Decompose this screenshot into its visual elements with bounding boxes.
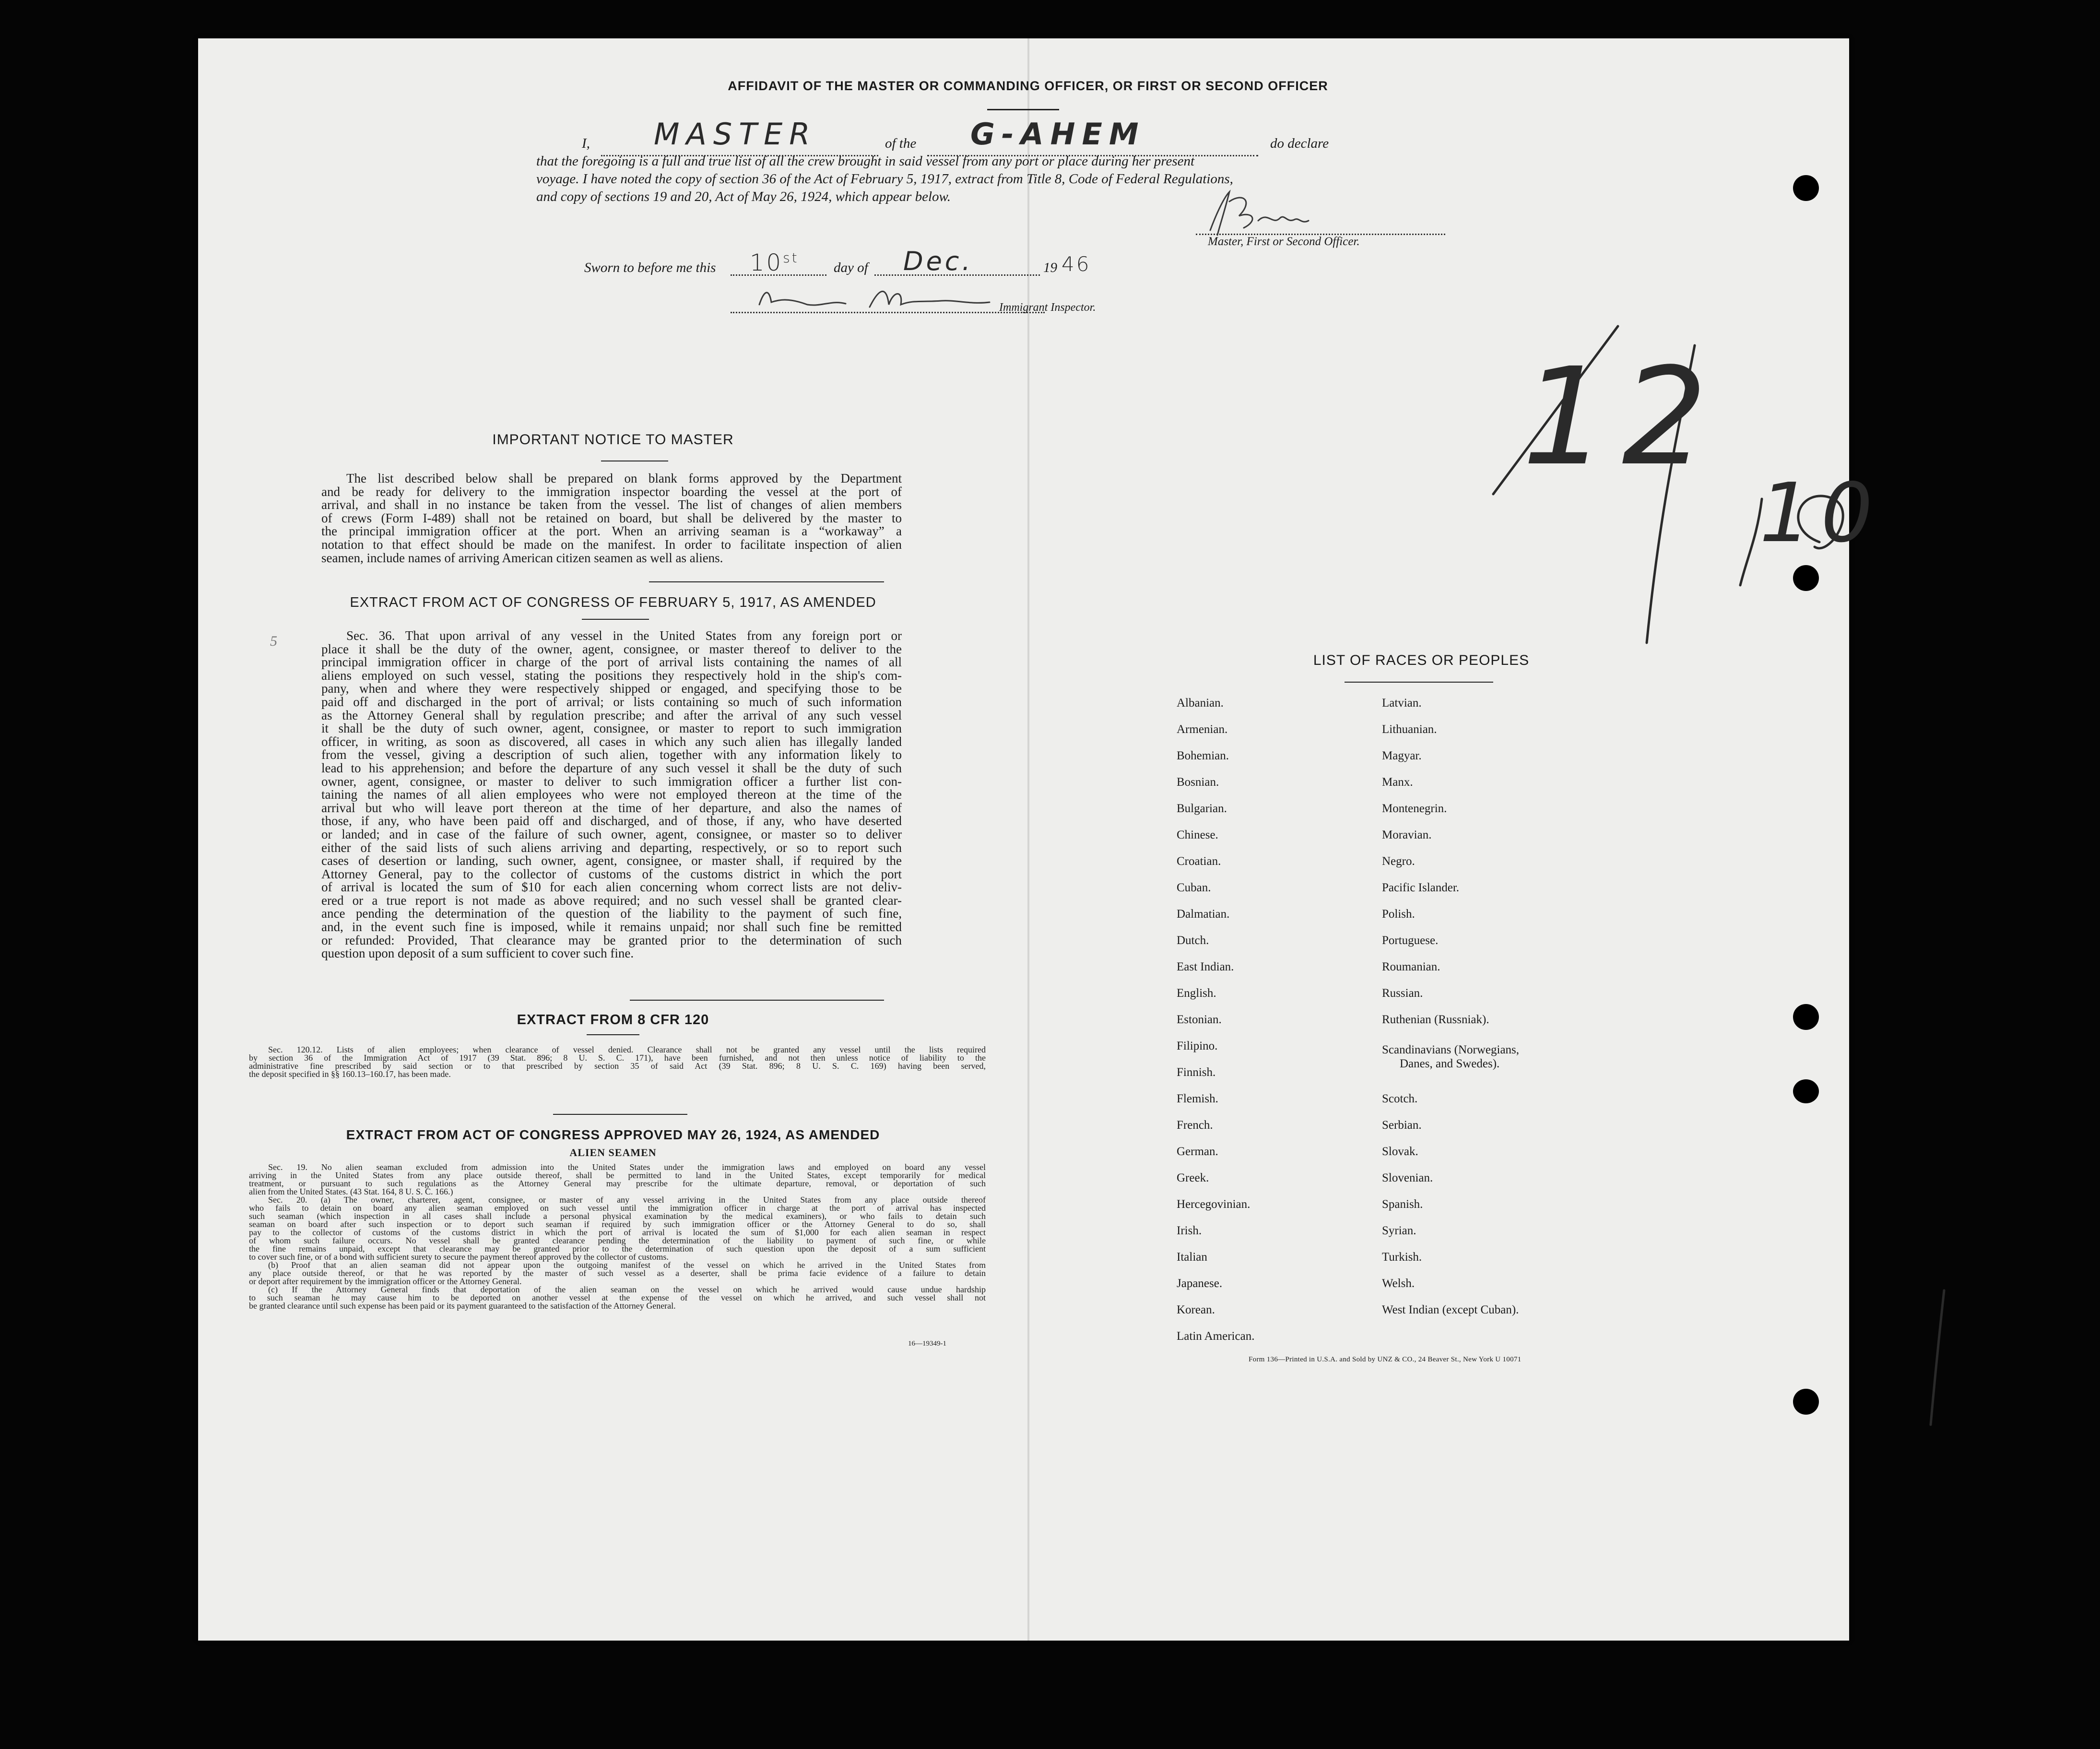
race-item: Albanian. [1177,697,1224,709]
sec20c-line: to such seaman he may cause him to be deported on another vessel at the expense of the vessel on which he arrived, and such vessel shall not [249,1293,986,1302]
sec36-line: pany, when and where they were respectively shipped or engaged, and specifying those to be [321,681,902,696]
race-item: Filipino. [1177,1040,1218,1052]
sec19-line: Sec. 19. No alien seaman excluded from admission into the United States under the immigration laws and employed on board any vessel [268,1162,986,1172]
notice-line: arrival, and shall in no instance be taken from the vessel. The list of changes of alien members [321,497,902,512]
sec19-line: arriving in the United States from any place outside thereof, shall be permitted to land in the United States, except temporarily for medical [249,1170,986,1180]
race-item: Flemish. [1177,1092,1218,1105]
race-item: Armenian. [1177,723,1228,736]
race-item: Pacific Islander. [1382,881,1460,894]
race-item: Italian [1177,1251,1207,1264]
divider [582,619,649,620]
sec36-line: Sec. 36. That upon arrival of any vessel in the United States from any foreign port or [346,628,902,643]
race-item: Lithuanian. [1382,723,1437,736]
do-declare-label: do declare [1270,136,1329,151]
extract-1917-body [321,629,902,960]
race-item: Estonian. [1177,1013,1222,1026]
year-prefix: 19 [1043,260,1057,275]
extract-cfr-title: EXTRACT FROM 8 CFR 120 [517,1012,709,1028]
cfr-line: the deposit specified in §§ 160.13–160.17, has been made. [249,1069,451,1079]
sec20-line: who fails to detain on board any alien seaman employed on such vessel until the immigration officer in charge at the port of arrival has inspected [249,1203,986,1213]
sec20-line: to cover such fine, or of a bond with sufficient surety to secure the payment thereof approved by the collector of customs. [249,1252,669,1262]
i-label: I, [582,136,590,151]
race-item: French. [1177,1119,1213,1132]
sec20-line: pay to the collector of customs of the customs district in which the port of arrival is located the sum of $1,000 for each alien seaman in respect [249,1228,986,1237]
extract-1917-title: EXTRACT FROM ACT OF CONGRESS OF FEBRUARY 5, 1917, AS AMENDED [350,595,876,610]
sec20b-line: (b) Proof that an alien seaman did not appear upon the outgoing manifest of the vessel on which he arrived in the United States from [268,1260,986,1270]
sec36-line: owner, agent, consignee, or master to deliver to such immigration officer a further list con- [321,774,902,789]
extract-1924-subtitle: ALIEN SEAMEN [569,1146,657,1158]
race-item: Slovak. [1382,1145,1418,1158]
race-item: Irish. [1177,1224,1202,1237]
race-item: Turkish. [1382,1251,1422,1264]
binder-hole [1793,1079,1819,1103]
sec19-line: treatment, or pursuant to such regulations as the Attorney General may prescribe for the ultimate departure, removal, or deportation of such [249,1179,986,1188]
race-item: Negro. [1382,855,1415,868]
race-item: Montenegrin. [1382,802,1447,815]
notice-body [321,472,902,565]
sec20b-line: or deport after requirement by the immigration officer or the Attorney General. [249,1276,522,1286]
sec19-line: alien from the United States. (43 Stat. 164, 8 U. S. C. 166.) [249,1187,453,1196]
sworn-day-suffix: st [783,250,799,266]
sec20-line: such seaman (which inspection in all cases shall include a personal physical examination by the medical examiners), or who fails to detain such [249,1211,986,1221]
sec36-line: lead to his apprehension; and before the departure of any such vessel it shall be the duty of such [321,760,902,775]
sec20c-line: (c) If the Attorney General finds that deportation of the alien seaman on the vessel on which he arrived would cause undue hardship [268,1285,986,1294]
vessel-handwritten: G-AHEM [970,117,1145,152]
margin-mark: 5 [270,633,277,649]
of-the-label: of the [885,136,917,151]
race-item: Welsh. [1382,1277,1415,1290]
extract-1924-body [249,1163,986,1310]
race-item: West Indian (except Cuban). [1382,1303,1519,1316]
sworn-label: Sworn to before me this [584,260,716,275]
race-item: Dalmatian. [1177,908,1230,921]
sec20-line: Sec. 20. (a) The owner, charterer, agent, consignee, or master of any vessel arriving in the United States from any place outside thereof [268,1195,986,1205]
sec36-line: or landed; and in case of the failure of such owner, agent, consignee, or master so to deliver [321,827,902,841]
sec36-line: cases of desertion or landing, such owner, agent, consignee, or master shall, if required by the [321,853,902,868]
races-title: LIST OF RACES OR PEOPLES [1313,652,1530,668]
race-item: Russian. [1382,987,1423,1000]
sec36-line: ance pending the determination of the question of the liability to the payment of such fine, [321,906,902,921]
race-item-continued: Danes, and Swedes). [1400,1057,1500,1070]
cfr-line: by section 36 of the Immigration Act of 1917 (39 Stat. 896; 8 U. S. C. 171), have been furnished, and not then unless notice of liability to the [249,1053,986,1063]
sec20-line: seaman on board after such inspection or to deport such seaman if required by such immigration officer or the Attorney General to do so, shall [249,1219,986,1229]
sec36-line: ered or a true report is not made as above required; and no such vessel shall be granted clear- [321,893,902,908]
race-item: Bulgarian. [1177,802,1227,815]
race-item: Bohemian. [1177,749,1229,762]
race-item: German. [1177,1145,1218,1158]
binder-hole [1793,1004,1819,1030]
divider [649,581,884,582]
extract-cfr-body [249,1046,986,1078]
sec36-line: as the Attorney General shall by regulation prescribe; and after the arrival of any such vessel [321,708,902,722]
race-item: Cuban. [1177,881,1211,894]
sec36-line: those, if any, who have been paid off and discharged, and of those, if any, who have deserted [321,814,902,828]
race-item: Dutch. [1177,934,1209,947]
race-item: Roumanian. [1382,960,1440,973]
notice-line: of crews (Form I-489) shall not be retained on board, but shall be delivered by the master to [321,510,902,525]
sec20-line: of whom such failure occurs. No vessel shall be granted clearance pending the determination of the liability to payment of such fine, or while [249,1236,986,1245]
name-handwritten: MASTER [654,117,817,152]
race-item: Korean. [1177,1303,1215,1316]
divider [1345,682,1493,683]
divider [630,1000,884,1001]
race-item: Bosnian. [1177,776,1219,789]
notice-line: seamen, include names of arriving American citizen seamen as well as aliens. [321,550,723,565]
inspector-signature [750,281,1038,314]
race-item: Syrian. [1382,1224,1416,1237]
affidavit-title: AFFIDAVIT OF THE MASTER OR COMMANDING OFFICER, OR FIRST OR SECOND OFFICER [728,79,1328,93]
affidavit-text-1: that the foregoing is a full and true list of all the crew brought in said vessel from any port or place during her present [536,154,1195,169]
race-item: Portuguese. [1382,934,1439,947]
race-item: Serbian. [1382,1119,1422,1132]
center-fold [1027,38,1029,1641]
race-item: Ruthenian (Russniak). [1382,1013,1489,1026]
sec36-line: of arrival is located the sum of $10 for each alien concerning whom correct lists are not deliv- [321,880,902,895]
race-item: Scotch. [1382,1092,1418,1105]
sec20c-line: be granted clearance until such expense has been paid or its payment guaranteed to the satisfaction of the Attorney General. [249,1301,676,1311]
race-item: Croatian. [1177,855,1221,868]
sec36-line: question upon deposit of a sum sufficient to cover such fine. [321,946,634,961]
divider [553,1114,687,1115]
race-item: Magyar. [1382,749,1422,762]
race-item: Hercegovinian. [1177,1198,1251,1211]
race-item: English. [1177,987,1216,1000]
day-of-label: day of [834,260,868,275]
notice-title: IMPORTANT NOTICE TO MASTER [492,432,734,448]
extract-1924-title: EXTRACT FROM ACT OF CONGRESS APPROVED MAY 26, 1924, AS AMENDED [346,1127,880,1142]
sec36-line: either of the said lists of such aliens arriving and departing, respectively, or so to report such [321,840,902,855]
sec36-line: arrival but who will leave port thereon at the time of her departure, and also the names of [321,800,902,815]
binder-hole [1793,175,1819,201]
inspector-label: Immigrant Inspector. [999,301,1096,314]
notice-line: and be ready for delivery to the immigration inspector boarding the vessel at the port of [321,484,902,499]
race-item: Latvian. [1382,697,1422,709]
sec36-line: it shall be the duty of such owner, agent, consignee, or master to report to such immigration [321,721,902,736]
race-item: Japanese. [1177,1277,1223,1290]
cfr-line: administrative fine prescribed by said section or to that prescribed by section 35 of said Act (39 Stat. 896; 8 U. S. C. 169) having been served, [249,1061,986,1071]
sec20b-line: any place outside thereof, or that he was reported by the master of such vessel as a deserter, shall be prima facie evidence of a failure to detain [249,1268,986,1278]
notice-line: The list described below shall be prepared on blank forms approved by the Department [346,471,902,485]
sworn-day-number: 10 [750,249,783,276]
signature-label: Master, First or Second Officer. [1208,235,1360,248]
race-item: East Indian. [1177,960,1234,973]
year-handwritten: 46 [1062,252,1091,276]
form-footer: Form 136—Printed in U.S.A. and Sold by UNZ & CO., 24 Beaver St., New York U 10071 [1249,1356,1522,1363]
race-item: Greek. [1177,1171,1209,1184]
race-item: Spanish. [1382,1198,1423,1211]
race-item: Finnish. [1177,1066,1216,1079]
binder-hole [1793,565,1819,591]
annotation-left-number: 12 [1522,339,1722,496]
sec36-line: principal immigration officer in charge of the port of arrival lists containing the names of all [321,655,902,670]
affidavit-text-3: and copy of sections 19 and 20, Act of May 26, 1924, which appear below. [536,189,951,204]
document-page [198,38,1883,1641]
notice-line: the principal immigration officer at the port. When an arriving seaman is a “workaway” a [321,524,902,539]
race-item: Latin American. [1177,1330,1255,1343]
sec36-line: officer, in writing, as soon as discovered, all cases in which any such alien has illegally landed [321,734,902,749]
race-item: Scandinavians (Norwegians, [1382,1043,1520,1056]
sec36-line: and, in the event such fine is imposed, while it remains unpaid; nor shall such fine be remitted [321,920,902,934]
annotation-right-number: 10 [1759,466,1883,561]
sworn-day [750,249,799,276]
sec36-line: Attorney General, pay to the collector of customs of the customs district in which the port [321,866,902,881]
notice-line: notation to that effect should be made on the manifest. In order to facilitate inspection of alien [321,537,902,552]
sec36-line: aliens employed on such vessel, stating the positions they respectively hold in the ship's com- [321,668,902,683]
race-item: Slovenian. [1382,1171,1433,1184]
binder-hole [1793,1389,1819,1415]
sec36-line: paid off and discharged in the port of arrival; or lists containing so much of such information [321,694,902,709]
form-code: 16—19349-1 [908,1340,946,1347]
sec36-line: from the vessel, giving a description of such alien, together with any information likely to [321,747,902,762]
race-item: Manx. [1382,776,1413,789]
sec36-line: taining the names of all alien employees who were not employed thereon at the time of the [321,787,902,802]
cfr-line: Sec. 120.12. Lists of alien employees; when clearance of vessel denied. Clearance shall not be granted any vessel until the lists required [268,1045,986,1054]
sec20-line: the fine remains unpaid, except that clearance may be granted prior to the determination of such question upon the deposit of a sum sufficient [249,1244,986,1253]
sec36-line: place it shall be the duty of the owner, agent, consignee, or master thereof to deliver to the [321,641,902,656]
sec36-line: or refunded: Provided, That clearance may be granted prior to the determination of such [321,933,902,947]
sworn-month: Dec. [903,246,973,276]
divider [987,109,1059,110]
race-item: Moravian. [1382,828,1432,841]
affidavit-text-2: voyage. I have noted the copy of section 36 of the Act of February 5, 1917, extract from Title 8, Code of Federal Regulations, [536,171,1233,187]
handwritten-stroke [1925,1286,1954,1430]
race-item: Polish. [1382,908,1415,921]
divider [587,1034,639,1035]
race-item: Chinese. [1177,828,1218,841]
